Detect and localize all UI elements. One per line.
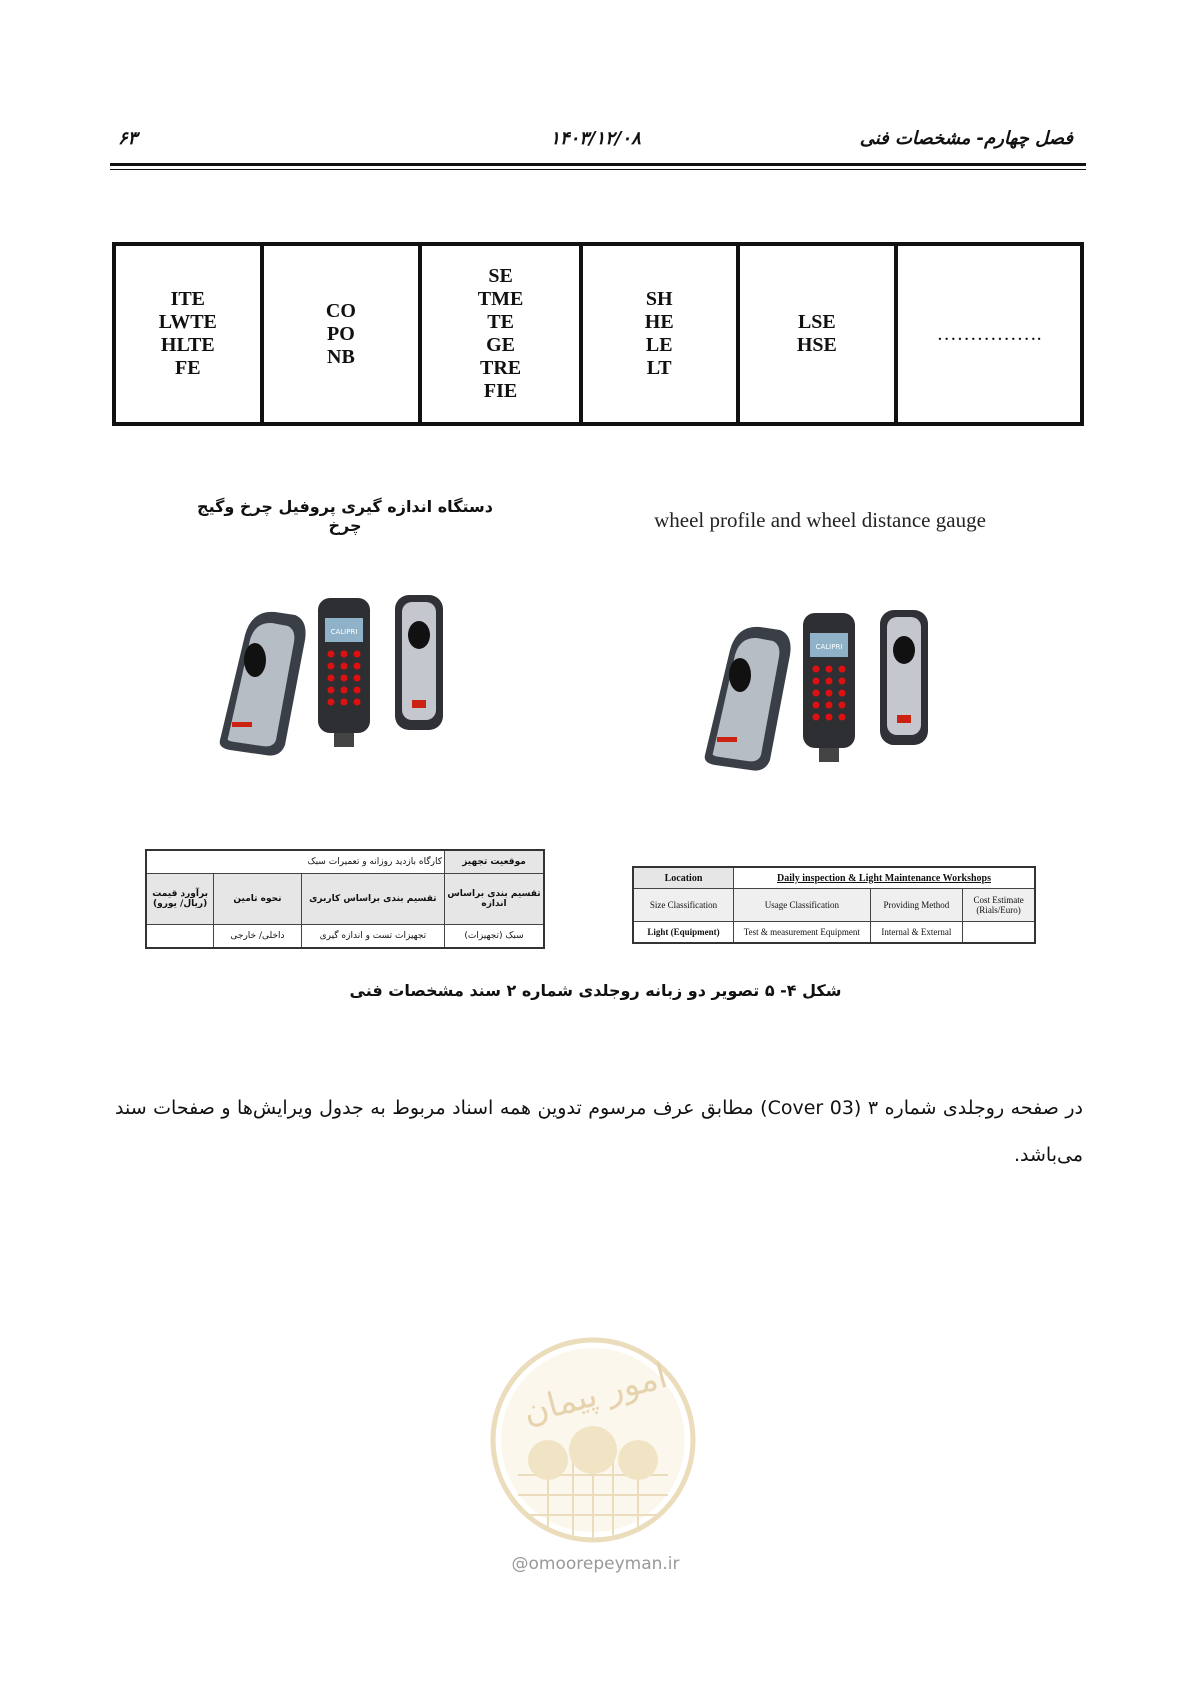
location-value: Daily inspection & Light Maintenance Workshops — [734, 867, 1036, 889]
value-usage: تجهیزات تست و اندازه گیری — [301, 925, 444, 949]
value-usage: Test & measurement Equipment — [734, 922, 871, 944]
sensor-unit — [705, 627, 791, 771]
handheld-unit — [803, 613, 855, 762]
header-method: Providing Method — [870, 889, 962, 922]
location-label: Location — [633, 867, 734, 889]
location-label: موقعیت تجهیز — [445, 850, 545, 874]
chapter-title: فصل چهارم- مشخصات فنی — [859, 128, 1073, 149]
codes-cell-6: ……………. — [896, 244, 1082, 424]
body-paragraph: در صفحه روجلدی شماره ۳ (Cover 03) مطابق عرف مرسوم تدوین همه اسناد مربوط به جدول ویرایش‌ها و صفحات سند می‌باشد. — [115, 1097, 1084, 1166]
codes-table — [112, 242, 1084, 426]
value-cost — [963, 922, 1035, 944]
figure-caption: شکل ۴- ۵ تصویر دو زبانه روجلدی شماره ۲ سند مشخصات فنی — [349, 981, 842, 1000]
sensor-unit — [220, 612, 306, 756]
header-rule-thick — [110, 163, 1086, 166]
figure-title-fa: دستگاه اندازه گیری پروفیل چرخ وگیج چرخ — [197, 497, 493, 535]
document-date: ۱۴۰۳/۱۲/۰۸ — [550, 128, 641, 149]
codes-cell-2: CO PO NB — [262, 244, 421, 424]
equipment-info-table-en — [632, 866, 1036, 944]
svg-text:CALIPRI: CALIPRI — [330, 628, 358, 636]
header-size: تقسیم بندی براساس اندازه — [445, 874, 545, 925]
codes-cell-3: SE TME TE GE TRE FIE — [420, 244, 581, 424]
profile-unit — [395, 595, 443, 730]
svg-text:CALIPRI: CALIPRI — [815, 643, 843, 651]
header-usage: تقسیم بندی براساس کاربری — [301, 874, 444, 925]
header-usage: Usage Classification — [734, 889, 871, 922]
svg-text:امور پیمان: امور پیمان — [518, 1356, 672, 1433]
codes-cell-1: ITE LWTE HLTE FE — [114, 244, 262, 424]
handheld-unit — [318, 598, 370, 747]
device-image-left — [210, 590, 480, 765]
value-method: داخلی/ خارجی — [214, 925, 302, 949]
profile-unit — [880, 610, 928, 745]
codes-cell-5: LSE HSE — [738, 244, 897, 424]
equipment-info-table-fa — [145, 849, 545, 949]
value-method: Internal & External — [870, 922, 962, 944]
watermark-url: @omoorepeyman.ir — [511, 1554, 680, 1574]
location-value: کارگاه بازدید روزانه و تعمیرات سبک — [146, 850, 445, 874]
header-cost: برآورد قیمت (ریال/ یورو) — [146, 874, 214, 925]
figure-title-en: wheel profile and wheel distance gauge — [654, 508, 986, 532]
calipri-device-illustration-en — [695, 605, 965, 780]
value-size: Light (Equipment) — [633, 922, 734, 944]
header-cost: Cost Estimate (Rials/Euro) — [963, 889, 1035, 922]
watermark-logo — [488, 1335, 698, 1545]
header-rule-thin — [110, 169, 1086, 170]
codes-cell-4: SH HE LE LT — [581, 244, 738, 424]
calipri-device-illustration — [210, 590, 480, 765]
page-number: ۶۳ — [118, 128, 138, 149]
header-size: Size Classification — [633, 889, 734, 922]
header-method: نحوه تامین — [214, 874, 302, 925]
value-size: سبک (تجهیزات) — [445, 925, 545, 949]
value-cost — [146, 925, 214, 949]
device-image-right — [695, 605, 965, 780]
